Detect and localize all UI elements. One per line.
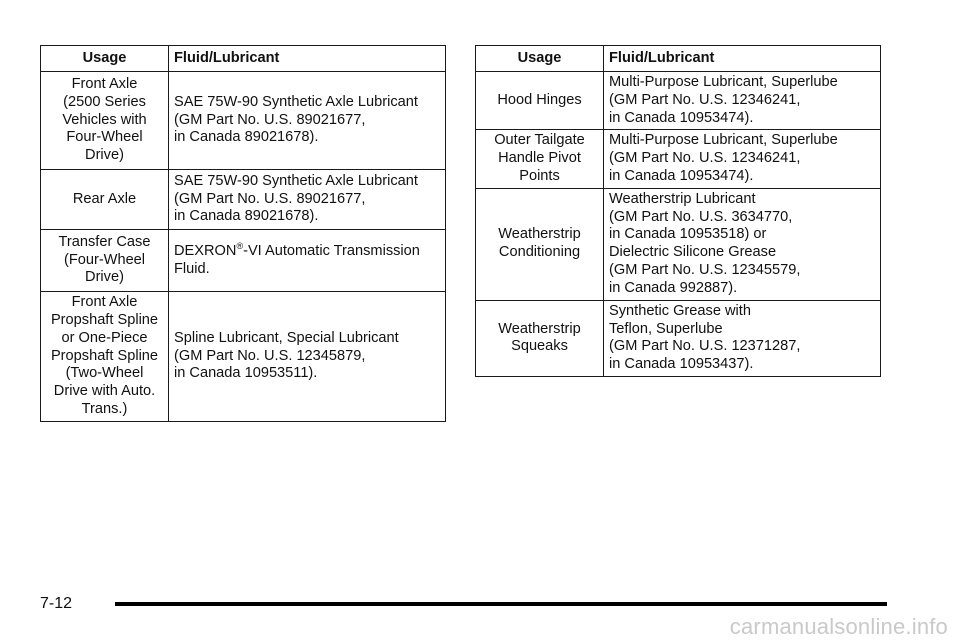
right-lubricant-table <box>475 45 881 377</box>
usage-line: Propshaft Spline <box>50 312 159 328</box>
fluid-cell <box>169 230 446 292</box>
fluid-line: Multi-Purpose Lubricant, Superlube <box>609 74 838 90</box>
table-row <box>476 300 881 376</box>
fluid-line: in Canada 89021678). <box>174 129 319 146</box>
fluid-line: (GM Part No. U.S. 89021677, <box>174 190 366 207</box>
fluid-line: Multi-Purpose Lubricant, Superlube <box>609 132 838 149</box>
fluid-cell <box>604 300 881 376</box>
usage-cell <box>41 292 169 422</box>
table-header-row <box>41 46 446 72</box>
fluid-cell <box>169 292 446 422</box>
dexron-brand-text: DEXRON <box>174 242 237 259</box>
usage-line: Rear Axle <box>72 190 137 207</box>
usage-line: (Four-Wheel <box>63 251 146 268</box>
table-row <box>476 72 881 130</box>
fluid-line: in Canada 992887). <box>609 279 738 296</box>
fluid-line: in Canada 89021678). <box>174 208 319 225</box>
fluid-line: Fluid. <box>174 260 210 277</box>
usage-line: Points <box>519 167 560 184</box>
fluid-line: in Canada 10953474). <box>609 109 754 126</box>
usage-line: Handle Pivot <box>498 150 581 167</box>
usage-line: Hood Hinges <box>497 91 582 108</box>
usage-line: Drive) <box>85 147 124 164</box>
usage-line: Weatherstrip <box>498 226 581 243</box>
fluid-cell <box>604 188 881 300</box>
usage-column-header: Usage <box>476 46 604 72</box>
table-row <box>41 72 446 170</box>
fluid-line: Weatherstrip Lubricant <box>609 190 756 207</box>
registered-mark: ® <box>236 240 244 251</box>
usage-line: Weatherstrip <box>498 320 581 337</box>
table-row <box>476 188 881 300</box>
fluid-cell <box>604 130 881 188</box>
fluid-line: Synthetic Grease with <box>609 302 751 319</box>
usage-cell <box>476 72 604 130</box>
table-row <box>41 292 446 422</box>
usage-line: Drive) <box>85 269 124 286</box>
page-number: 7-12 <box>40 595 73 612</box>
fluid-line: Spline Lubricant, Special Lubricant <box>174 329 399 346</box>
fluid-line: (GM Part No. U.S. 12371287, <box>609 338 801 355</box>
footer-rule <box>115 602 887 606</box>
fluid-line: (GM Part No. U.S. 3634770, <box>609 208 793 225</box>
site-watermark: carmanualsonline.info <box>729 614 948 639</box>
usage-cell <box>476 300 604 376</box>
fluid-line: in Canada 10953511). <box>174 365 318 382</box>
fluid-line: (GM Part No. U.S. 12345579, <box>609 262 801 279</box>
usage-cell <box>41 170 169 230</box>
fluid-line: in Canada 10953437). <box>609 356 754 373</box>
usage-cell <box>41 72 169 170</box>
usage-line: Vehicles with <box>62 111 147 128</box>
usage-line: (2500 Series <box>63 93 146 110</box>
fluid-line: in Canada 10953474). <box>609 167 754 184</box>
usage-line: Front Axle <box>71 294 138 311</box>
fluid-line: (GM Part No. U.S. 12346241, <box>609 150 801 167</box>
table-header-row <box>476 46 881 72</box>
fluid-cell <box>169 72 446 170</box>
usage-column-header: Usage <box>41 46 169 72</box>
left-lubricant-table <box>40 45 446 422</box>
usage-line: Drive with Auto. <box>53 383 156 400</box>
usage-line: or One-Piece <box>61 329 148 346</box>
usage-line: Trans.) <box>81 400 128 417</box>
usage-line: Transfer Case <box>58 233 151 250</box>
fluid-cell <box>169 170 446 230</box>
fluid-line: SAE 75W-90 Synthetic Axle Lubricant <box>174 172 418 189</box>
fluid-column-header: Fluid/Lubricant <box>169 46 446 72</box>
fluid-cell <box>604 72 881 130</box>
usage-line: Squeaks <box>511 338 568 355</box>
fluid-line: (GM Part No. U.S. 12345879, <box>174 347 366 364</box>
usage-line: Four-Wheel <box>66 129 143 146</box>
usage-line: Propshaft Spline <box>50 347 159 364</box>
usage-line: Conditioning <box>498 244 581 261</box>
usage-line: Outer Tailgate <box>494 132 585 149</box>
fluid-suffix-text: -VI Automatic Transmission <box>243 242 420 259</box>
fluid-line: SAE 75W-90 Synthetic Axle Lubricant <box>174 93 418 110</box>
fluid-line: Dielectric Silicone Grease <box>609 244 777 261</box>
fluid-line <box>174 240 441 261</box>
table-row <box>476 130 881 188</box>
usage-line: (Two-Wheel <box>65 365 144 382</box>
fluid-line: Teflon, Superlube <box>609 320 723 337</box>
usage-cell <box>476 130 604 188</box>
usage-cell <box>476 188 604 300</box>
fluid-line: (GM Part No. U.S. 89021677, <box>174 111 366 128</box>
fluid-line: in Canada 10953518) or <box>609 226 767 243</box>
fluid-line: (GM Part No. U.S. 12346241, <box>609 91 801 108</box>
usage-cell <box>41 230 169 292</box>
fluid-column-header: Fluid/Lubricant <box>604 46 881 72</box>
table-row <box>41 170 446 230</box>
table-row <box>41 230 446 292</box>
usage-line: Front Axle <box>71 76 138 92</box>
